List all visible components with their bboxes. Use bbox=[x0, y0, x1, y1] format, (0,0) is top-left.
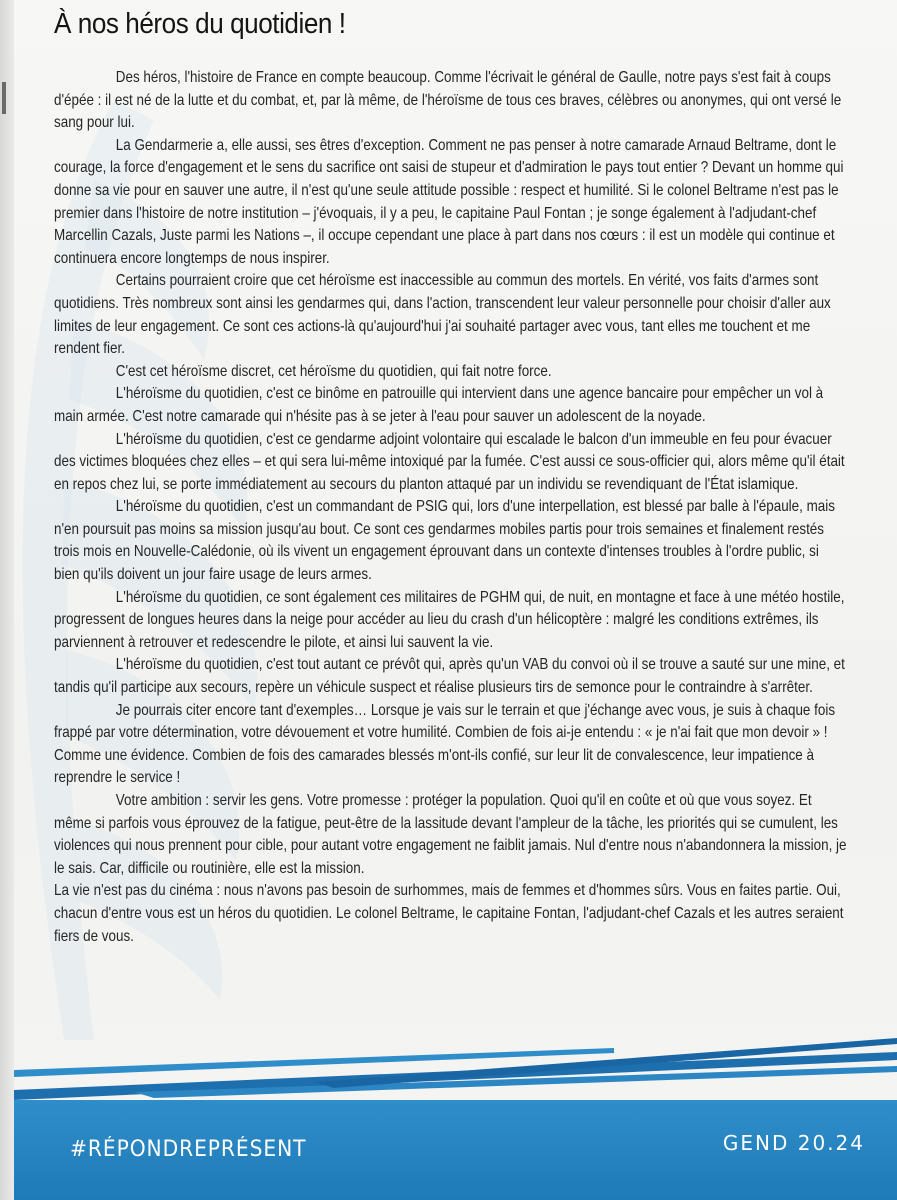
issue-label: GEND 20.24 bbox=[722, 1131, 865, 1155]
article-body bbox=[54, 66, 847, 947]
paragraph: C'est cet héroïsme discret, cet héroïsme du quotidien, qui fait notre force. bbox=[115, 361, 552, 380]
magazine-page bbox=[14, 0, 897, 1200]
paragraph: Des héros, l'histoire de France en compte beaucoup. Comme l'écrivait le général de Gaulle, notre pays s'est fait à coups d'épée : il est né de la lutte et du combat, et, par là même, de l'héroïsme de tous ces braves, célèbres ou anonymes, qui ont versé le sang pour lui. bbox=[54, 68, 842, 132]
paragraph: La Gendarmerie a, elle aussi, ses êtres d'exception. Comment ne pas penser à notre camarade Arnaud Beltrame, dont le courage, la force d'engagement et le sens du sacrifice ont saisi de stupeur et d'admiration le pays tout entier ? Devant un homme qui donne sa vie pour en sauver une autre, il n'est qu'une seule attitude possible : respect et humilité. Si le colonel Beltrame n'est pas le premier dans l'histoire de notre institution – j'évoquais, il y a peu, le capitaine Paul Fontan ; je songe également à l'adjudant-chef Marcellin Cazals, Juste parmi les Nations –, il occupe cependant une place à part dans nos cœurs : il est un modèle qui continue et continuera encore longtemps de nous inspirer. bbox=[54, 135, 844, 267]
footer-hashtag: #RÉPONDREPRÉSENT bbox=[70, 1137, 307, 1162]
decorative-stripes bbox=[14, 1030, 897, 1110]
closing-paragraph: La vie n'est pas du cinéma : nous n'avons pas besoin de surhommes, mais de femmes et d'hommes sûrs. Vous en faites partie. Oui, chacun d'entre vous est un héros du quotidien. Le colonel Beltrame, le capitaine Fontan, l'adjudant-chef Cazals et les autres seraient fiers de vous. bbox=[54, 881, 844, 945]
paragraph: L'héroïsme du quotidien, c'est ce gendarme adjoint volontaire qui escalade le balcon d'un immeuble en feu pour évacuer des victimes bloquées chez elles – et qui sera lui-même intoxiqué par la fumée. C'est aussi ce sous-officier qui, alors même qu'il était en repos chez lui, se porte immédiatement au secours du planton attaqué par un individu se revendiquant de l'État islamique. bbox=[54, 429, 845, 493]
paragraph: Certains pourraient croire que cet héroïsme est inaccessible au commun des mortels. En vérité, vos faits d'armes sont quotidiens. Très nombreux sont ainsi les gendarmes qui, dans l'action, transcendent leur valeur personnelle pour choisir d'aller aux limites de leur engagement. Ce sont ces actions-là qu'aujourd'hui j'ai souhaité partager avec vous, tant elles me touchent et me rendent fier. bbox=[54, 271, 831, 358]
paragraph: Votre ambition : servir les gens. Votre promesse : protéger la population. Quoi qu'il en coûte et où que vous soyez. Et même si parfois vous éprouvez de la fatigue, peut-être de la lassitude devant l'ampleur de la tâche, les priorités qui se cumulent, les violences qui nous prennent pour cible, pour autant votre engagement ne faiblit jamais. Nul d'entre nous n'abandonnera la mission, je le sais. Car, difficile ou routinière, elle est la mission. bbox=[54, 791, 847, 877]
paragraph: Je pourrais citer encore tant d'exemples… Lorsque je vais sur le terrain et que j'échange avec vous, je suis à chaque fois frappé par votre détermination, votre dévouement et votre humilité. Combien de fois ai-je entendu : « je n'ai fait que mon devoir » ! Comme une évidence. Combien de fois des camarades blessés m'ont-ils confié, sur leur lit de convalescence, leur impatience à reprendre le service ! bbox=[54, 700, 836, 787]
paragraph: L'héroïsme du quotidien, c'est tout autant ce prévôt qui, après qu'un VAB du convoi où il se trouve a sauté sur une mine, et tandis qu'il participe aux secours, repère un véhicule suspect et réalise plusieurs tirs de semonce pour le contraindre à s'arrêter. bbox=[54, 655, 845, 697]
edge-mark bbox=[2, 82, 6, 114]
paragraph: L'héroïsme du quotidien, c'est ce binôme en patrouille qui intervient dans une agence bancaire pour empêcher un vol à main armée. C'est notre camarade qui n'hésite pas à se jeter à l'eau pour sauver un adolescent de la noyade. bbox=[54, 384, 824, 425]
page-title: À nos héros du quotidien ! bbox=[54, 8, 346, 40]
page-edge-shadow bbox=[0, 0, 14, 1200]
paragraph: L'héroïsme du quotidien, ce sont également ces militaires de PGHM qui, de nuit, en montagne et face à une météo hostile, progressent de longues heures dans la neige pour accéder au lieu du crash d'un hélicoptère : malgré les conditions extrêmes, ils parviennent à retrouver et redescendre le pilote, et ainsi lui sauvent la vie. bbox=[54, 587, 845, 651]
paragraph: L'héroïsme du quotidien, c'est un commandant de PSIG qui, lors d'une interpellation, est blessé par balle à l'épaule, mais n'en poursuit pas moins sa mission jusqu'au bout. Ce sont ces gendarmes mobiles partis pour trois semaines et finalement restés trois mois en Nouvelle-Calédonie, où ils vivent un engagement éprouvant dans un contexte d'intenses troubles à l'ordre public, si bien qu'ils doivent un jour faire usage de leurs armes. bbox=[54, 497, 835, 584]
